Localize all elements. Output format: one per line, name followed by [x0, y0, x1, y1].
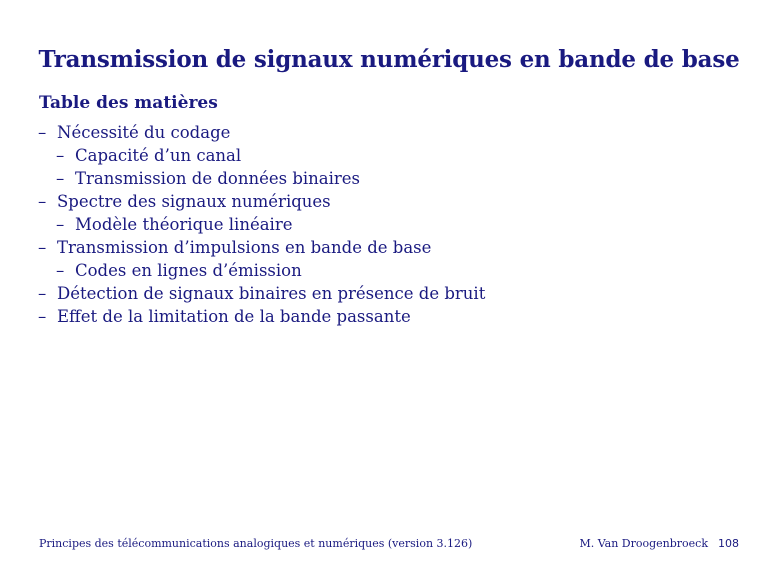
dash-bullet: – [56, 261, 65, 280]
toc-item-text: Nécessité du codage [57, 123, 231, 142]
toc-item [38, 282, 485, 305]
toc-item [38, 305, 485, 328]
dash-bullet: – [56, 215, 65, 234]
footer-author: M. Van Droogenbroeck [579, 537, 708, 550]
toc-subitem [38, 213, 485, 236]
toc-item-text: Transmission d’impulsions en bande de base [57, 238, 432, 257]
page-number: 108 [718, 537, 739, 550]
dash-bullet: – [38, 238, 47, 257]
toc-subitem [38, 167, 485, 190]
slide-title: Transmission de signaux numériques en bande de base [38, 46, 740, 73]
toc-subitem-text: Codes en lignes d’émission [75, 261, 302, 280]
section-heading: Table des matières [39, 93, 218, 113]
footer-course-title: Principes des télécommunications analogiques et numériques (version 3.126) [39, 537, 473, 550]
dash-bullet: – [38, 307, 47, 326]
toc-item-text: Effet de la limitation de la bande passante [57, 307, 411, 326]
toc-subitem [38, 259, 485, 282]
toc-subitem [38, 144, 485, 167]
dash-bullet: – [38, 284, 47, 303]
toc-item [38, 190, 485, 213]
toc-item-text: Détection de signaux binaires en présence de bruit [57, 284, 486, 303]
toc-item [38, 236, 485, 259]
toc-subitem-text: Transmission de données binaires [75, 169, 361, 188]
dash-bullet: – [56, 146, 65, 165]
dash-bullet: – [38, 123, 47, 142]
toc-subitem-text: Capacité d’un canal [75, 146, 242, 165]
dash-bullet: – [38, 192, 47, 211]
dash-bullet: – [56, 169, 65, 188]
toc-subitem-text: Modèle théorique linéaire [75, 215, 293, 234]
toc-item-text: Spectre des signaux numériques [57, 192, 331, 211]
table-of-contents [38, 121, 485, 328]
toc-item [38, 121, 485, 144]
